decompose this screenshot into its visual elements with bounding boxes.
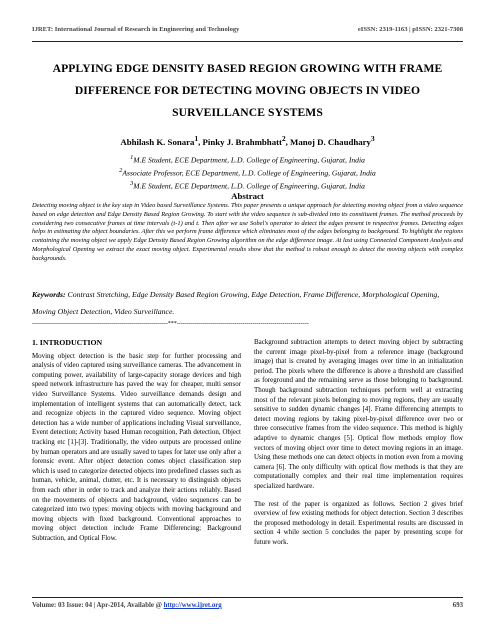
affil-text: M.E Student, ECE Department, L.D. College of Engineering, Gujarat, India xyxy=(133,155,365,165)
page-footer xyxy=(32,602,463,609)
author-sup: 1 xyxy=(194,134,199,143)
author-list: Abhilash K. Sonara$^1$, Pinky J. Brahmbhatt$^2$, Manoj D. Chaudhary$^3$ xyxy=(120,134,375,147)
affil-text: M.E Student, ECE Department, L.D. College of Engineering, Gujarat, India xyxy=(133,181,365,191)
footer-rule xyxy=(32,597,463,598)
affiliation xyxy=(30,153,465,166)
author-name: Pinky J. Brahmbhatt xyxy=(202,136,282,147)
affiliations xyxy=(30,153,465,192)
keywords-label: Keywords: xyxy=(32,290,66,299)
abstract-heading: Abstract xyxy=(231,191,264,201)
author-name: Abhilash K. Sonara xyxy=(120,136,195,147)
affil-text: Associate Professor, ECE Department, L.D. College of Engineering, Gujarat, India xyxy=(122,168,376,178)
affil-sup: 3 xyxy=(130,180,134,188)
author-sup: 3 xyxy=(370,134,375,143)
affil-sup: 1 xyxy=(130,154,134,161)
paragraph: Moving object detection is the basic step for further processing and analysis of video captured using surveillance cameras. The advancement in computing power, availability of large-capacity storage devices and high speed network infrastructure has paved the way for cheaper, multi sensor video Surveillance Systems. Video surveillance demands design and implementation of intelligent systems that can automatically detect, tack and recognize objects in the captured video sequence. Moving object detection has a wide number of applications including Visual surveillance, Event detection; Activity based Human recognition, Path detection, Object tracking etc [1]-[3]. Traditionally, the video outputs are processed online by human operators and are usually saved to tapes for later use only after a forensic event. After object detection comes object classification step which is used to categorize detected objects into predefined classes such as human, vehicle, animal, clutter, etc. It is necessary to distinguish objects from each other in order to track and analyze their actions reliably. Based on the movements of objects and background, video sequences can be categorized into two types: moving objects with moving background and moving objects with fixed background. Conventional approaches to moving object detection include Frame Differencing; Background Subtraction, and Optical Flow. xyxy=(32,351,241,542)
paragraph: Background subtraction attempts to detect moving object by subtracting the current image pixel-by-pixel from a reference image (background image) that is created by averaging images over time in an initialization period. The pixels where the difference is above a threshold are classified as foreground and the remaining serve as those belonging to background. Though background subtraction techniques perform well at extracting most of the relevant pixels belonging to moving regions, they are usually sensitive to sudden dynamic changes [4]. Frame differencing attempts to detect moving regions by taking pixel-by-pixel difference over two or three consecutive frames from the video sequence. This method is highly adaptive to dynamic changes [5]. Optical flow methods employ flow vectors of moving object over time to detect moving regions in an image. Using these methods one can detect objects in motion even from a moving camera [6]. The only difficulty with optical flow methods is that they are computationally complex and their real time implementation requires specialized hardware. xyxy=(254,338,463,490)
section-heading: 1. INTRODUCTION xyxy=(32,338,103,347)
journal-name: IJRET: International Journal of Research in Engineering and Technology xyxy=(32,26,240,33)
header-rule xyxy=(32,41,463,42)
author-name: Manoj D. Chaudhary xyxy=(290,136,371,147)
paragraph: The rest of the paper is organized as follows. Section 2 gives brief overview of few existing methods for object detection. Section 3 describes the proposed methodology in detail. Experimental results are discussed in section 4 while section 5 concludes the paper by presenting scope for future work. xyxy=(254,499,463,546)
issn-info: eISSN: 2319-1163 | pISSN: 2321-7308 xyxy=(357,26,463,33)
author-sup: 2 xyxy=(281,134,286,143)
running-header xyxy=(32,26,463,33)
footer-volume-text: Volume: 03 Issue: 04 | Apr-2014, Available @ xyxy=(32,602,164,609)
right-column xyxy=(254,338,463,555)
keywords-text: Contrast Stretching, Edge Density Based Region Growing, Edge Detection, Frame Difference, Morphological Opening, Moving Object Detection, Video Surveillance. xyxy=(32,290,440,316)
abstract-text: Detecting moving object is the key step in Video based Surveillance Systems. This paper presents a unique approach for detecting moving object from a video sequence based on edge detection and Edge Density Based Region Growing. To start with the video sequence is sub-divided into its constituent frames. The method proceeds by considering two consecutive frames at time intervals (t-1) and t. Then after we use Sobel's operator to detect the edges present in respective frames. Detecting edges helps in estimating the object boundaries. After this we perform frame difference which eliminates most of the edges belonging to background. To highlight the regions containing the moving object we apply Edge Density Based Region Growing algorithm on the edge difference image. At last using Connected Component Analysis and Morphological Opening we extract the exact moving object. Experimental results show that the method is robust enough to detect the moving objects with complex backgrounds. xyxy=(32,202,463,262)
keywords xyxy=(32,286,463,320)
paper-title: APPLYING EDGE DENSITY BASED REGION GROWING WITH FRAME DIFFERENCE FOR DETECTING MOVING OBJECTS IN VIDEO SURVEILLANCE SYSTEMS xyxy=(52,62,443,119)
journal-link[interactable]: http://www.ijret.org xyxy=(163,602,222,609)
page-number: 693 xyxy=(452,602,463,609)
affil-sup: 2 xyxy=(119,167,123,175)
affiliation xyxy=(30,166,465,179)
footer-volume xyxy=(32,602,222,609)
section-separator: --------------------------------------------------------------------***------------------------------------------------------------------ xyxy=(32,321,309,327)
left-column xyxy=(32,338,241,551)
